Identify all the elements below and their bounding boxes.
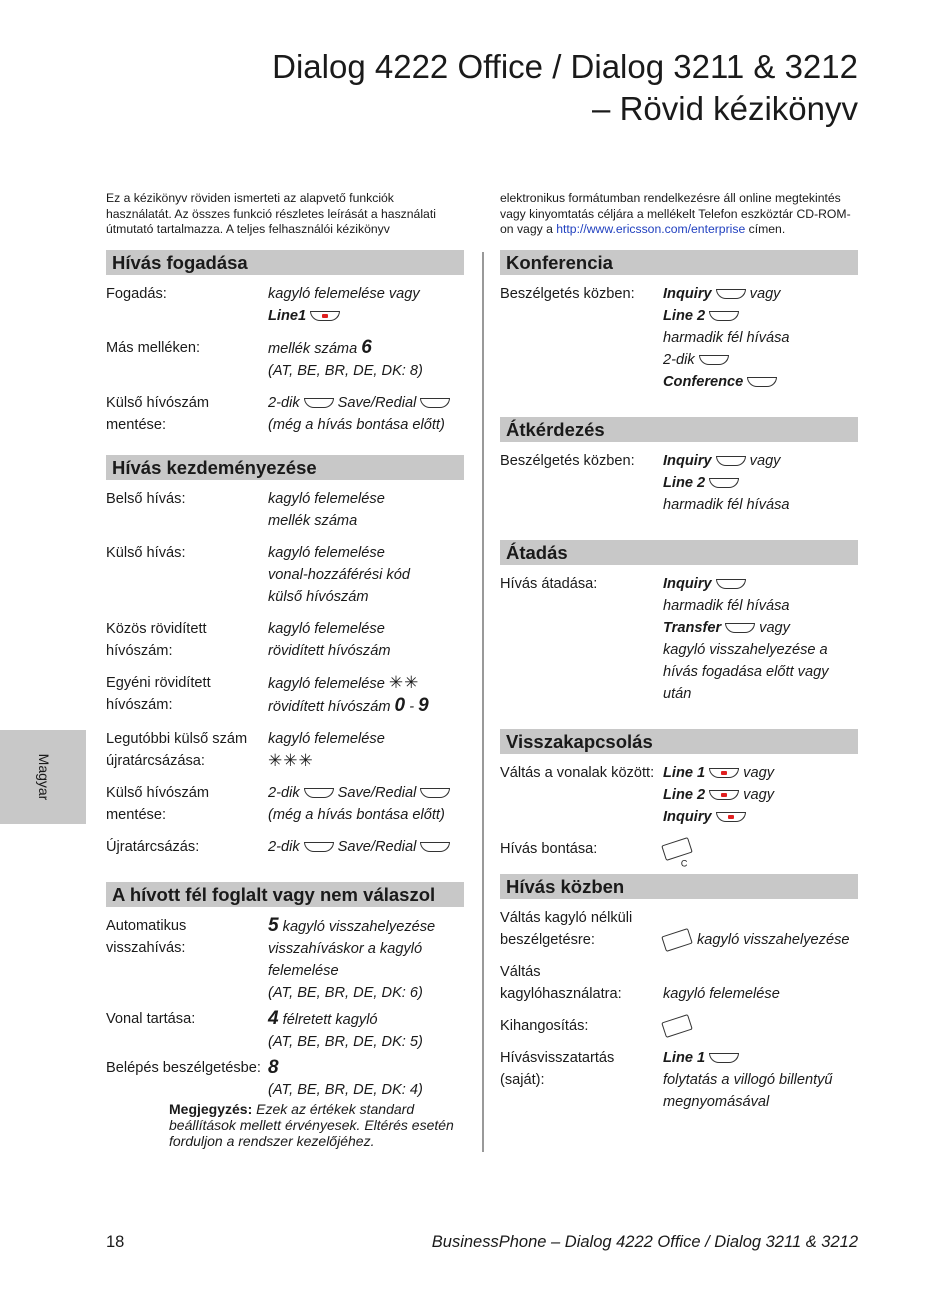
value-text: rövidített hívószám — [268, 699, 391, 715]
row-atkerdezes — [500, 450, 858, 516]
value-line — [268, 1008, 464, 1031]
value-line: (AT, BE, BR, DE, DK: 6) — [268, 985, 423, 1001]
value-text: vagy — [743, 765, 774, 781]
key-icon — [304, 398, 334, 408]
value-line: megnyomásával — [663, 1094, 770, 1110]
key-name: Inquiry — [663, 576, 712, 592]
value-line — [268, 305, 464, 327]
star-key-icon: ✳✳ — [388, 673, 420, 692]
value-line — [663, 617, 858, 639]
label-line: Legutóbbi külső szám — [106, 731, 248, 747]
value-text: kagyló visszahelyezése — [697, 932, 850, 948]
key-name: Inquiry — [663, 809, 712, 825]
value-line — [663, 784, 858, 806]
value-line: folytatás a villogó billentyű — [663, 1072, 833, 1088]
value-line: harmadik fél hívása — [663, 330, 790, 346]
label-kozos — [106, 618, 268, 662]
value-line: (AT, BE, BR, DE, DK: 8) — [268, 363, 423, 379]
label-egyeni — [106, 672, 268, 718]
value-ujratarcsazas — [268, 836, 464, 858]
label-mas-melleken: Más melléken: — [106, 340, 201, 356]
line-key-icon — [709, 790, 739, 800]
key-icon — [716, 289, 746, 299]
label-line: Váltás — [500, 964, 541, 980]
value-belepes — [268, 1057, 464, 1101]
digit-key: 4 — [268, 1008, 279, 1029]
intro-right-end: címen. — [748, 222, 786, 236]
label-line: mentése: — [106, 417, 167, 433]
note-label: Megjegyzés: — [169, 1101, 253, 1117]
left-column — [106, 250, 464, 1149]
label-valtas-vonalak: Váltás a vonalak között: — [500, 765, 655, 781]
row-konferencia — [500, 283, 858, 393]
value-atkerdezes — [663, 450, 858, 516]
value-line: vonal-hozzáférési kód — [268, 567, 410, 583]
row-ujratarcsazas — [106, 836, 464, 858]
section-heading-visszakapcsolas: Visszakapcsolás — [500, 729, 858, 754]
value-text: vagy — [743, 787, 774, 803]
label-kihangositas: Kihangosítás: — [500, 1018, 589, 1034]
label-line: Egyéni rövidített — [106, 675, 211, 691]
section-heading-hivas-kozben: Hívás közben — [500, 874, 858, 899]
key-icon — [747, 377, 777, 387]
value-valtas-vonalak — [663, 762, 858, 828]
footer-text: BusinessPhone – Dialog 4222 Office / Dialog 3211 & 3212 — [431, 1233, 858, 1251]
value-text: Save/Redial — [337, 839, 417, 855]
value-text: 2-dik — [663, 352, 695, 368]
label-atkerdezes: Beszélgetés közben: — [500, 453, 635, 469]
key-name: Line 2 — [663, 308, 706, 324]
value-line — [663, 450, 858, 472]
label-kulso2-mentese — [106, 782, 268, 826]
value-text: mellék száma — [268, 341, 358, 357]
value-line — [663, 573, 858, 595]
title-line-2: – Rövid kézikönyv — [592, 90, 858, 127]
value-text: vagy — [749, 286, 781, 302]
value-line — [268, 782, 464, 804]
value-valtas-kagylohasznalat: kagyló felemelése — [663, 986, 780, 1002]
key-icon — [709, 1053, 739, 1063]
right-column — [500, 250, 858, 1123]
value-line: kagyló felemelése — [268, 491, 385, 507]
key-name: Transfer — [663, 620, 722, 636]
value-kozos — [268, 618, 464, 662]
line-key-icon — [310, 311, 340, 321]
label-vonal-tartasa: Vonal tartása: — [106, 1011, 196, 1027]
label-line: Külső hívószám — [106, 785, 210, 801]
label-line: Automatikus — [106, 918, 187, 934]
key-icon — [716, 456, 746, 466]
key-icon — [420, 842, 450, 852]
label-line: Váltás kagyló nélküli — [500, 910, 633, 926]
section-heading-hivas-fogadasa: Hívás fogadása — [106, 250, 464, 275]
value-kulso2-mentese — [268, 782, 464, 826]
row-atadas — [500, 573, 858, 705]
value-valtas-kagylo-nelkuli — [663, 907, 858, 951]
value-line: harmadik fél hívása — [663, 497, 790, 513]
page-number: 18 — [106, 1233, 125, 1251]
value-kulso — [268, 542, 464, 608]
label-valtas-kagylohasznalat — [500, 961, 663, 1005]
value-line — [663, 806, 858, 828]
key-icon — [304, 788, 334, 798]
value-line: után — [663, 686, 692, 702]
key-name: Line 2 — [663, 475, 706, 491]
label-automatikus — [106, 915, 268, 1004]
value-mas-melleken — [268, 337, 464, 382]
line-key-icon — [709, 768, 739, 778]
value-line — [268, 915, 464, 938]
intro-right — [500, 191, 860, 238]
value-text: kagyló felemelése — [268, 676, 385, 692]
value-line — [663, 371, 858, 393]
language-tab — [0, 730, 86, 824]
label-konferencia: Beszélgetés közben: — [500, 286, 635, 302]
label-legutobbi — [106, 728, 268, 772]
value-vonal-tartasa — [268, 1008, 464, 1053]
value-line — [268, 672, 464, 695]
label-line: mentése: — [106, 807, 167, 823]
value-kulso-mentese — [268, 392, 464, 436]
value-text: Save/Redial — [337, 395, 417, 411]
label-hivas-bontasa: Hívás bontása: — [500, 841, 598, 857]
value-line: (még a hívás bontása előtt) — [268, 807, 445, 823]
value-line: (AT, BE, BR, DE, DK: 4) — [268, 1082, 423, 1098]
digit-key: 9 — [418, 695, 429, 716]
clear-key-icon — [661, 837, 693, 869]
row-hivas-bontasa — [500, 838, 858, 869]
range-dash: - — [409, 699, 415, 715]
value-text: Save/Redial — [337, 785, 417, 801]
row-kulso-mentese — [106, 392, 464, 436]
value-kihangositas — [663, 1015, 858, 1037]
key-icon — [304, 842, 334, 852]
value-line: felemelése — [268, 963, 339, 979]
language-tab-label: Magyar — [36, 753, 52, 801]
key-name: Line 1 — [663, 765, 706, 781]
row-automatikus — [106, 915, 464, 1004]
value-line: (még a hívás bontása előtt) — [268, 417, 445, 433]
label-line: Hívásvisszatartás — [500, 1050, 615, 1066]
value-line — [663, 305, 858, 327]
key-icon — [420, 788, 450, 798]
row-kihangositas — [500, 1015, 858, 1037]
star-key-icon: ✳✳✳ — [268, 751, 314, 770]
label-line: (saját): — [500, 1072, 545, 1088]
value-line: hívás fogadása előtt vagy — [663, 664, 829, 680]
label-belso: Belső hívás: — [106, 491, 186, 507]
label-atadas: Hívás átadása: — [500, 576, 598, 592]
value-line — [663, 1047, 858, 1069]
label-valtas-kagylo-nelkuli — [500, 907, 663, 951]
value-line: (AT, BE, BR, DE, DK: 5) — [268, 1034, 423, 1050]
value-line: kagyló visszahelyezése a — [663, 642, 828, 658]
row-kulso — [106, 542, 464, 608]
label-kulso-mentese — [106, 392, 268, 436]
value-text: kagyló visszahelyezése — [282, 919, 436, 935]
row-valtas-kagylohasznalat — [500, 961, 858, 1005]
value-line — [268, 392, 464, 414]
key-name: Line 1 — [663, 1050, 706, 1066]
value-line: harmadik fél hívása — [663, 598, 790, 614]
value-line: visszahíváskor a kagyló — [268, 941, 423, 957]
speaker-key-icon — [661, 928, 693, 952]
intro-left: Ez a kézikönyv röviden ismerteti az alapvető funkciók használatát. Az összes funkció részletes leírását a használati útmutató tartalmazza. A teljes felhasználói kézikönyv — [106, 191, 436, 236]
label-line: Közös rövidített — [106, 621, 207, 637]
clear-key-letter: C — [680, 858, 688, 869]
value-fogadas — [268, 283, 464, 327]
value-line — [268, 836, 464, 858]
speaker-key-icon — [661, 1014, 693, 1038]
label-fogadas: Fogadás: — [106, 286, 167, 302]
key-icon — [699, 355, 729, 365]
key-icon — [420, 398, 450, 408]
row-vonal-tartasa — [106, 1008, 464, 1053]
value-atadas — [663, 573, 858, 705]
value-hivasvisszatartas — [663, 1047, 858, 1113]
note — [169, 1101, 464, 1149]
row-egyeni — [106, 672, 464, 718]
value-line — [663, 349, 858, 371]
value-line — [268, 695, 464, 718]
key-name: Line 2 — [663, 787, 706, 803]
digit-key: 0 — [394, 695, 406, 716]
key-name: Inquiry — [663, 453, 712, 469]
section-heading-foglalt: A hívott fél foglalt vagy nem válaszol — [106, 882, 464, 907]
row-valtas-vonalak — [500, 762, 858, 828]
row-mas-melleken — [106, 337, 464, 382]
row-valtas-kagylo-nelkuli — [500, 907, 858, 951]
value-line: kagyló felemelése — [268, 731, 385, 747]
value-line: kagyló felemelése vagy — [268, 286, 420, 302]
row-fogadas — [106, 283, 464, 327]
value-automatikus — [268, 915, 464, 1004]
note-text: Ezek az értékek standard beállítások mellett érvényesek. Eltérés esetén forduljon a rendszer kezelőjéhez. — [169, 1101, 454, 1149]
row-legutobbi — [106, 728, 464, 772]
key-icon — [709, 478, 739, 488]
label-belepes: Belépés beszélgetésbe: — [106, 1060, 261, 1076]
digit-key: 5 — [268, 915, 279, 936]
value-text: 2-dik — [268, 395, 300, 411]
section-heading-konferencia: Konferencia — [500, 250, 858, 275]
label-ujratarcsazas: Újratárcsázás: — [106, 839, 200, 855]
line-key-icon — [716, 812, 746, 822]
title-line-1: Dialog 4222 Office / Dialog 3211 & 3212 — [272, 48, 858, 85]
key-name: Line1 — [268, 308, 307, 324]
row-kulso2-mentese — [106, 782, 464, 826]
value-line — [663, 762, 858, 784]
ericsson-link[interactable]: http://www.ericsson.com/enterprise — [556, 222, 746, 236]
label-line: kagylóhasználatra: — [500, 986, 622, 1002]
value-line: rövidített hívószám — [268, 643, 391, 659]
value-belso — [268, 488, 464, 532]
intro-right-text: elektronikus formátumban rendelkezésre áll online megtekintés vagy kinyomtatás céljára a mellékelt Telefon eszköztár CD-ROM-on vagy a — [500, 191, 851, 236]
key-icon — [709, 311, 739, 321]
value-line: kagyló felemelése — [268, 545, 385, 561]
label-line: beszélgetésre: — [500, 932, 595, 948]
value-line — [268, 337, 464, 360]
value-text: 2-dik — [268, 785, 300, 801]
value-konferencia — [663, 283, 858, 393]
value-line — [663, 283, 858, 305]
section-heading-atadas: Átadás — [500, 540, 858, 565]
label-line: Külső hívószám — [106, 395, 210, 411]
value-text: félretett kagyló — [282, 1012, 378, 1028]
label-hivasvisszatartas — [500, 1047, 663, 1113]
row-belso — [106, 488, 464, 532]
key-icon — [725, 623, 755, 633]
value-legutobbi — [268, 728, 464, 772]
row-hivasvisszatartas — [500, 1047, 858, 1113]
section-heading-hivas-kezdemenyezese: Hívás kezdeményezése — [106, 455, 464, 480]
value-hivas-bontasa — [663, 838, 858, 869]
value-line — [663, 472, 858, 494]
value-text: 2-dik — [268, 839, 300, 855]
label-line: hívószám: — [106, 697, 173, 713]
column-divider — [482, 252, 484, 1152]
value-line: külső hívószám — [268, 589, 369, 605]
value-line: kagyló felemelése — [268, 621, 385, 637]
value-egyeni — [268, 672, 464, 718]
value-text: vagy — [749, 453, 781, 469]
label-kulso: Külső hívás: — [106, 545, 186, 561]
label-line: újratárcsázása: — [106, 753, 205, 769]
key-name: Conference — [663, 374, 744, 390]
value-line: mellék száma — [268, 513, 358, 529]
row-kozos — [106, 618, 464, 662]
digit-key: 8 — [268, 1057, 279, 1078]
page-title — [272, 46, 858, 130]
section-heading-atkerdezes: Átkérdezés — [500, 417, 858, 442]
key-icon — [716, 579, 746, 589]
label-line: hívószám: — [106, 643, 173, 659]
digit-key: 6 — [361, 337, 372, 358]
value-text: vagy — [759, 620, 790, 636]
key-name: Inquiry — [663, 286, 712, 302]
label-line: visszahívás: — [106, 940, 186, 956]
row-belepes — [106, 1057, 464, 1101]
